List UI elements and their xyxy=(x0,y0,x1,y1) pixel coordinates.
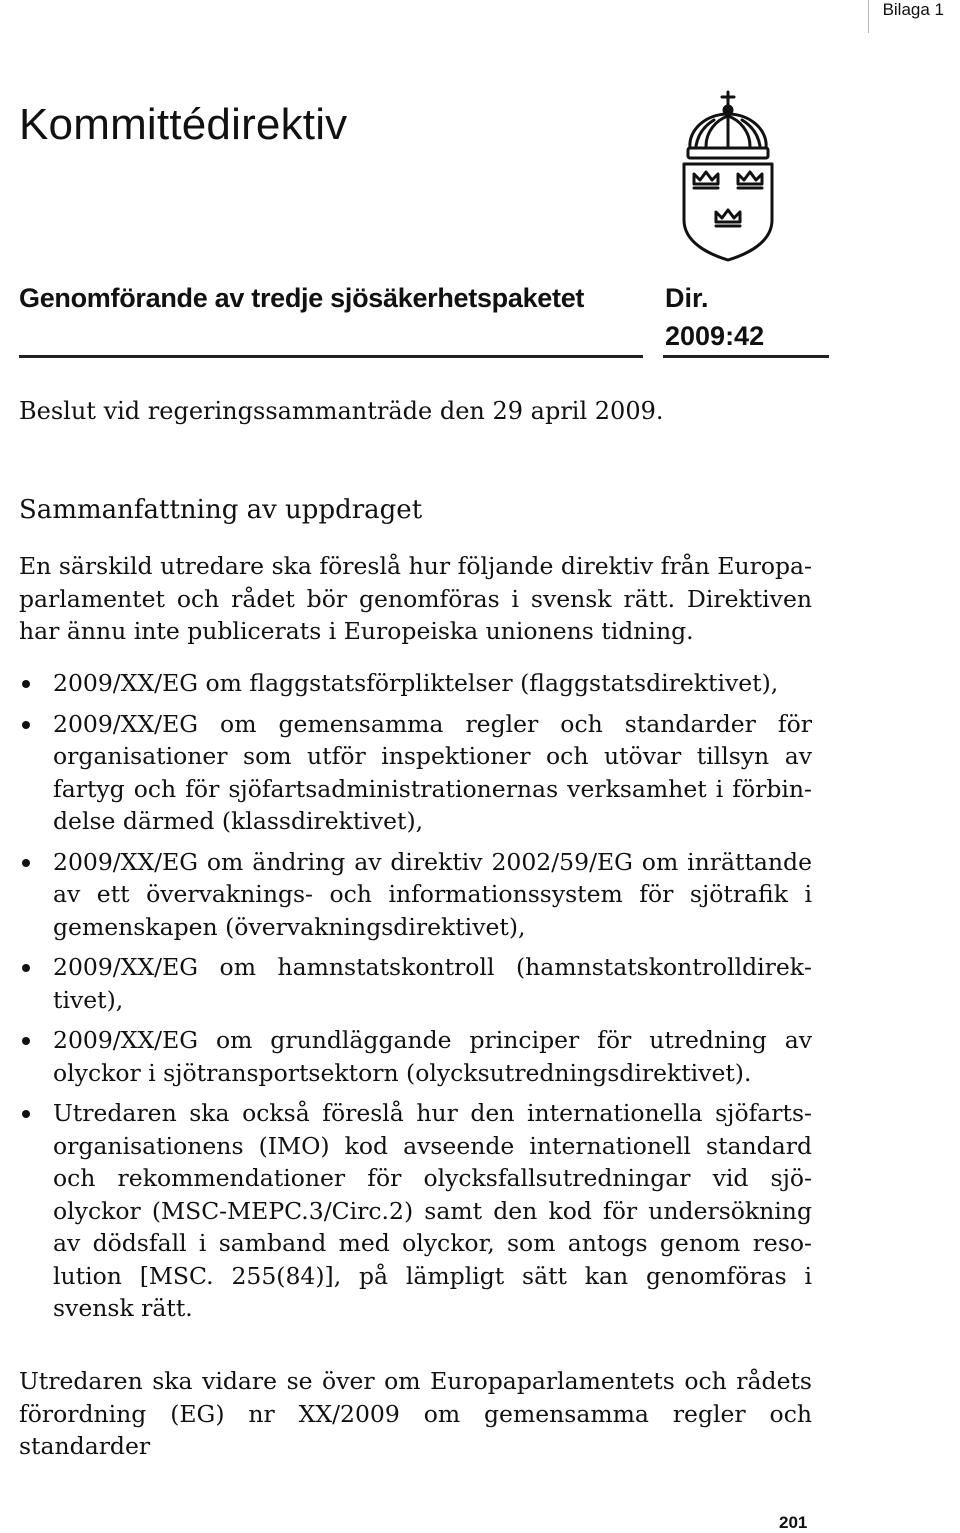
directive-label: Dir. xyxy=(665,283,709,313)
list-item-text: 2009/XX/EG om hamnstatskontroll (hamnstatskontrolldirektivet), xyxy=(53,953,812,1014)
swedish-coat-of-arms-icon xyxy=(676,90,780,262)
list-item xyxy=(19,1024,812,1089)
directive-number: 2009:42 xyxy=(665,321,765,351)
appendix-divider xyxy=(868,0,869,33)
list-item xyxy=(19,1097,812,1325)
list-item-text: 2009/XX/EG om ändring av direktiv 2002/59/EG om inrättande av ett övervaknings- och informationssystem för sjötrafik i gemenskapen (övervakningsdirektivet), xyxy=(53,847,812,941)
list-item-text: 2009/XX/EG om flaggstatsförpliktelser (flaggstatsdirektivet), xyxy=(53,669,779,697)
list-item-text: 2009/XX/EG om grundläggande principer för utredning av olyckor i sjötransportsektorn (olycksutredningsdirektivet). xyxy=(53,1026,812,1087)
page-number: 201 xyxy=(779,1513,808,1532)
bullet-icon xyxy=(22,1110,30,1118)
list-item xyxy=(19,846,812,944)
intro-paragraph: En särskild utredare ska föreslå hur följande direktiv från Europaparlamentet och rådet bör genomföras i svensk rätt. Direktiven har ännu inte publicerats i Europeiska unionens tidning. xyxy=(19,552,812,645)
bullet-icon xyxy=(22,859,30,867)
decision-line: Beslut vid regeringssammanträde den 29 april 2009. xyxy=(19,397,664,425)
document-title: Kommittédirektiv xyxy=(19,100,348,149)
bullet-icon xyxy=(22,964,30,972)
list-item xyxy=(19,708,812,838)
list-item xyxy=(19,667,812,700)
heading-rule-right xyxy=(663,355,829,358)
list-item-text: 2009/XX/EG om gemensamma regler och standarder för organisationer som utför inspektioner och utövar tillsyn av fartyg och för sjöfartsadministrationernas verksamhet i förbindelse därmed (klassdirektivet), xyxy=(53,709,812,835)
bullet-icon xyxy=(22,680,30,688)
heading-rule-left xyxy=(19,355,643,358)
document-subject: Genomförande av tredje sjösäkerhetspaketet xyxy=(19,283,585,313)
section-heading: Sammanfattning av uppdraget xyxy=(19,495,423,525)
outro-paragraph: Utredaren ska vidare se över om Europaparlamentets och rådets förordning (EG) nr XX/2009 om gemensamma regler och standarder xyxy=(19,1367,812,1460)
list-item-text: Utredaren ska också föreslå hur den internationella sjöfartsorganisationens (IMO) kod avseende internationell standard och rekommendationer för olycksfallsutredningar vid sjöolyckor (MSC-MEPC.3/Circ.2) samt den kod för undersökning av dödsfall i samband med olyckor, som antogs genom resolution [MSC. 255(84)], på lämpligt sätt kan genomföras i svensk rätt. xyxy=(53,1099,812,1322)
list-item xyxy=(19,951,812,1016)
directive-list xyxy=(19,667,812,1333)
appendix-label: Bilaga 1 xyxy=(882,0,944,19)
bullet-icon xyxy=(22,721,30,729)
bullet-icon xyxy=(22,1037,30,1045)
